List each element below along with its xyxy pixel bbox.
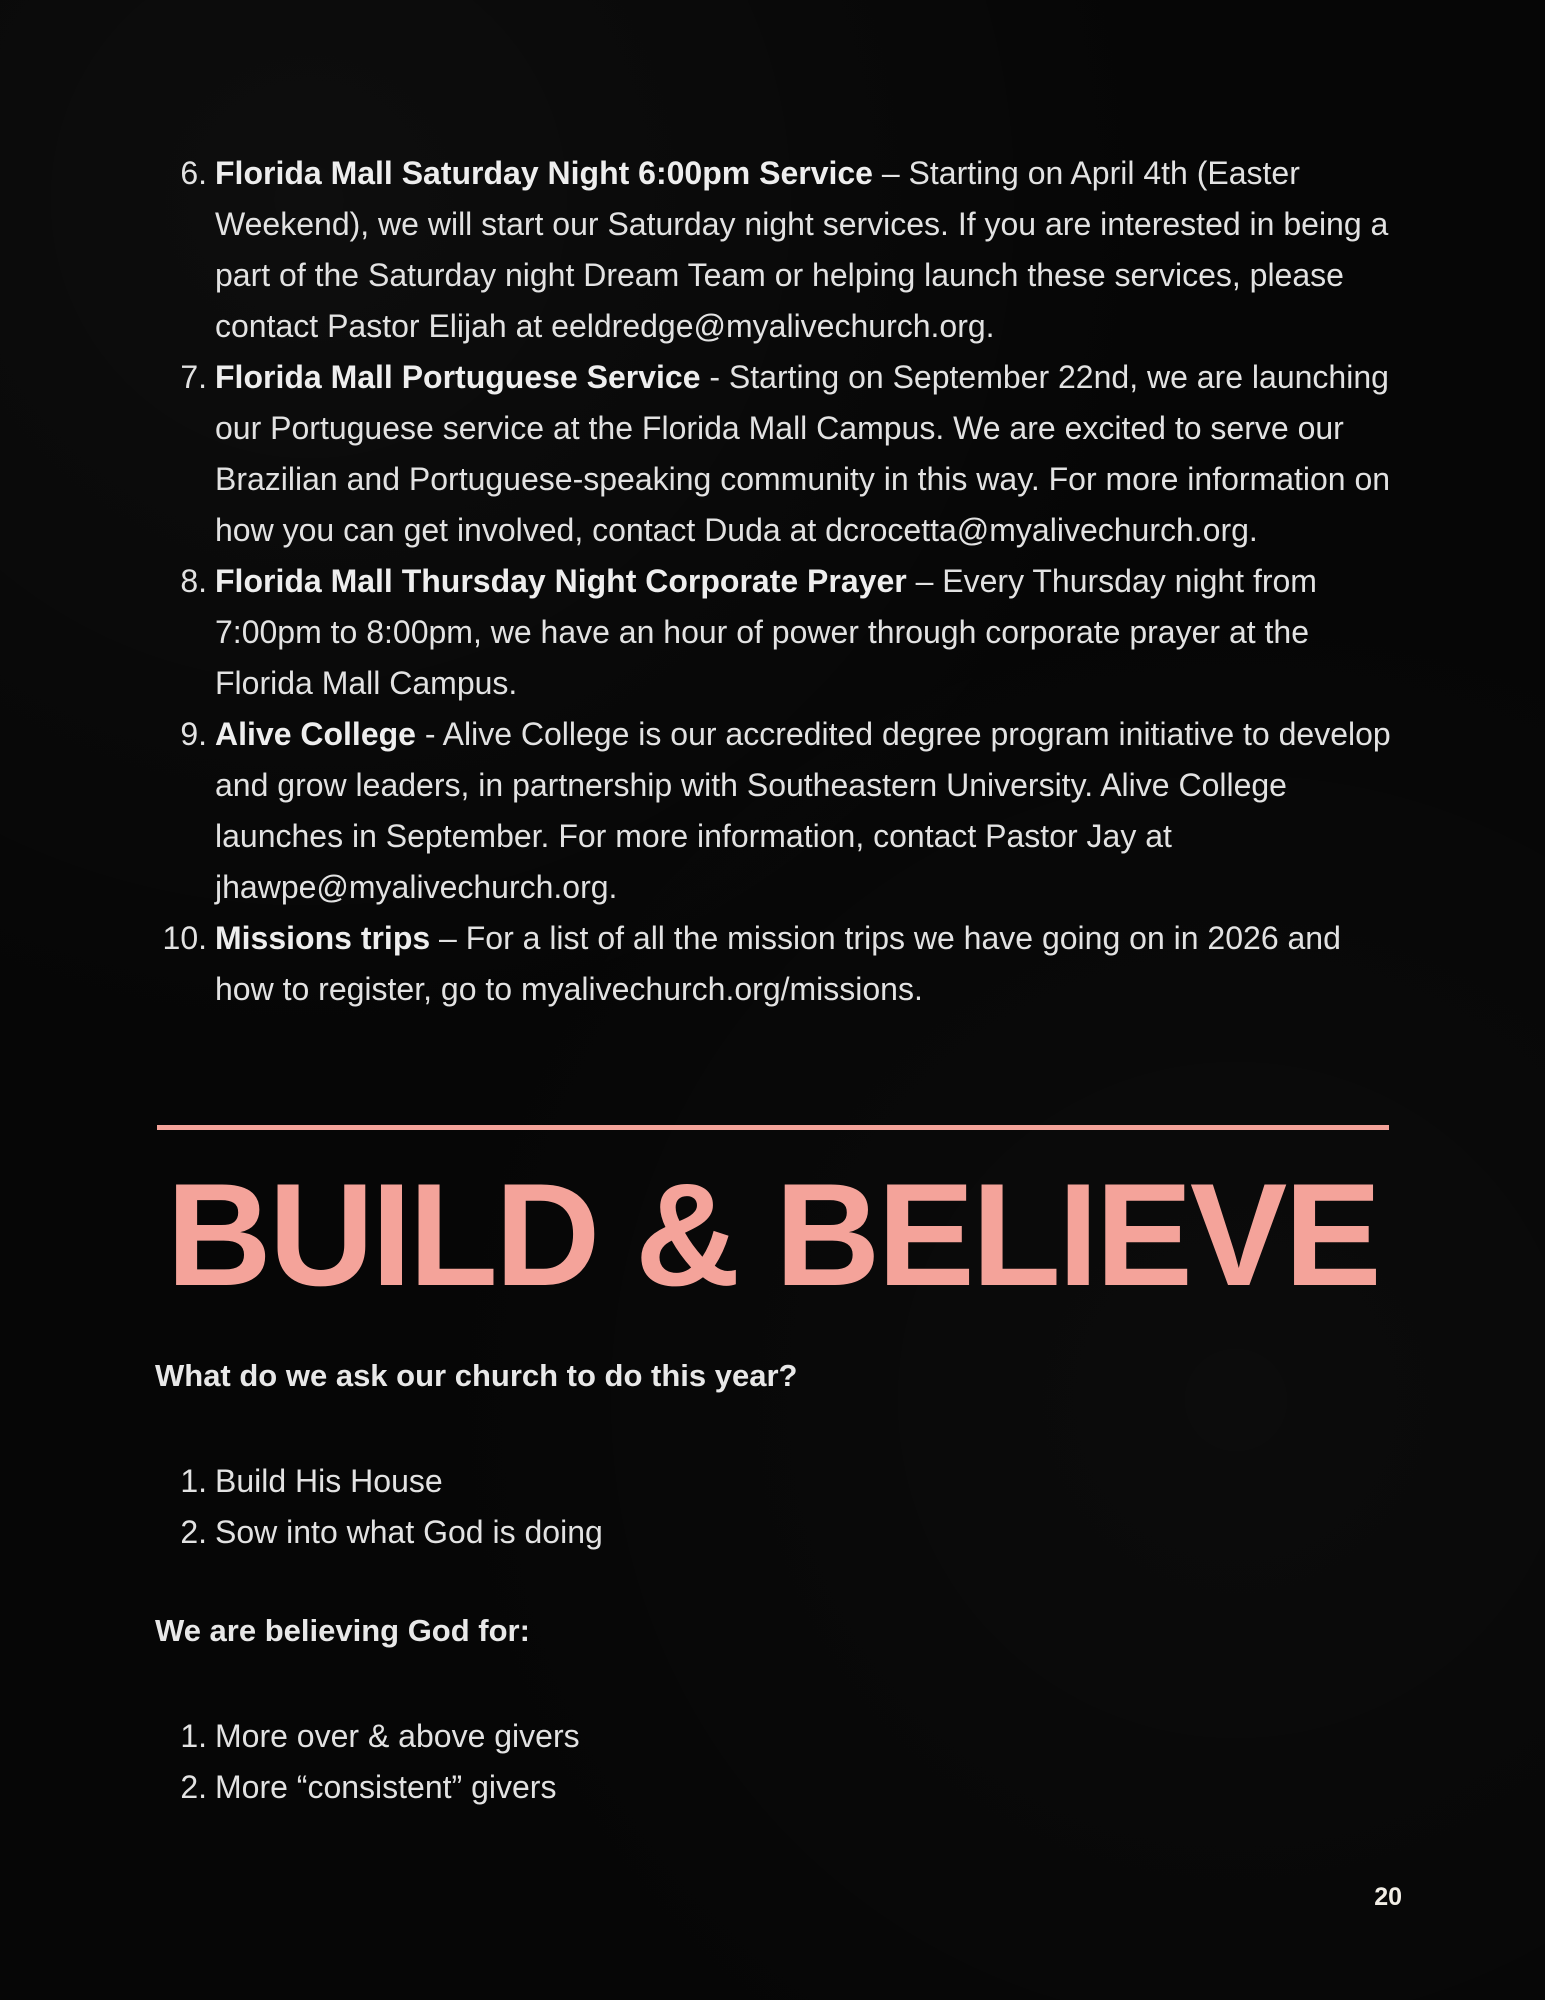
list-item (155, 709, 1400, 913)
item-number: 6. (180, 155, 207, 191)
list-item (155, 1762, 1400, 1813)
believe-heading: We are believing God for: (155, 1613, 530, 1648)
item-number: 7. (180, 359, 207, 395)
item-text: More over & above givers (215, 1718, 580, 1754)
section-divider (157, 1125, 1389, 1130)
item-title: Florida Mall Saturday Night 6:00pm Service (215, 155, 873, 191)
item-text: – Every Thursday night from 7:00pm to 8:00pm, we have an hour of power through corporate prayer at the Florida Mall Campus. (215, 563, 1317, 701)
item-title: Florida Mall Thursday Night Corporate Prayer (215, 563, 907, 599)
item-number: 2. (180, 1514, 207, 1550)
list-item (155, 1507, 1400, 1558)
believe-list (155, 1711, 1400, 1813)
item-text: - Alive College is our accredited degree program initiative to develop and grow leaders, in partnership with Southeastern University. Alive College launches in September. For more information, contact Pastor Jay at jhawpe@myalivechurch.org. (215, 716, 1391, 905)
item-title: Alive College (215, 716, 416, 752)
item-number: 10. (162, 920, 207, 956)
item-number: 8. (180, 563, 207, 599)
item-text: - Starting on September 22nd, we are launching our Portuguese service at the Florida Mall Campus. We are excited to serve our Brazilian and Portuguese-speaking community in this way. For more information on how you can get involved, contact Duda at dcrocetta@myalivechurch.org. (215, 359, 1391, 548)
list-item (155, 352, 1400, 556)
item-text: More “consistent” givers (215, 1769, 557, 1805)
section-title: BUILD & BELIEVE (166, 1153, 1379, 1316)
item-number: 1. (180, 1463, 207, 1499)
item-title: Florida Mall Portuguese Service (215, 359, 701, 395)
item-number: 2. (180, 1769, 207, 1805)
item-number: 9. (180, 716, 207, 752)
ask-list (155, 1456, 1400, 1558)
item-number: 1. (180, 1718, 207, 1754)
item-text: – For a list of all the mission trips we have going on in 2026 and how to register, go to myalivechurch.org/missions. (215, 920, 1341, 1007)
list-item (155, 1456, 1400, 1507)
item-title: Missions trips (215, 920, 431, 956)
item-text: Build His House (215, 1463, 443, 1499)
item-text: Sow into what God is doing (215, 1514, 603, 1550)
item-text: – Starting on April 4th (Easter Weekend), we will start our Saturday night services. If you are interested in being a part of the Saturday night Dream Team or helping launch these services, please contact Pastor Elijah at eeldredge@myalivechurch.org. (215, 155, 1389, 344)
list-item (155, 1711, 1400, 1762)
page-number: 20 (1374, 1883, 1402, 1911)
ask-heading: What do we ask our church to do this year? (155, 1358, 798, 1393)
list-item (155, 148, 1400, 352)
list-item (155, 913, 1400, 1015)
list-item (155, 556, 1400, 709)
initiatives-list (155, 148, 1400, 1015)
